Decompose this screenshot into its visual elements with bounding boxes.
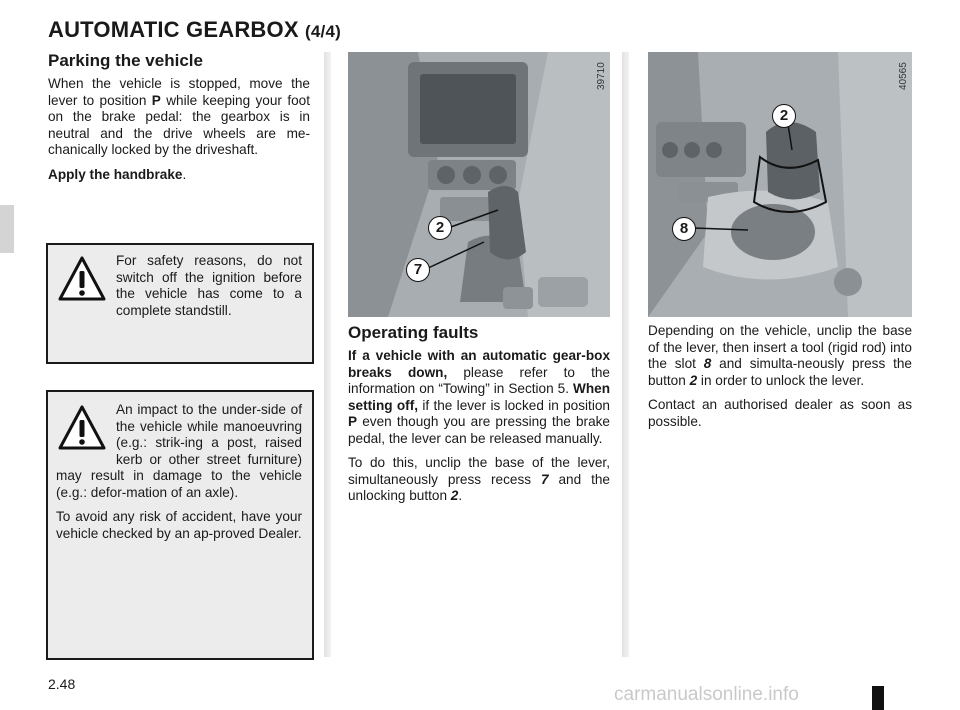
- parking-paragraph-1: When the vehicle is stopped, move the lever to position P while keeping your foot on the brake pedal: the gearbox is in neutral and the drive wheels are me-chanically locked by the driveshaft.: [48, 76, 310, 157]
- warning-text-ignition: For safety reasons, do not switch off the ignition before the vehicle has come to a complete standstill.: [116, 253, 302, 318]
- page-title-part: (4/4): [305, 22, 341, 41]
- figure-code: 40565: [898, 62, 909, 90]
- faults-heading: Operating faults: [348, 323, 479, 342]
- faults-paragraph-1: If a vehicle with an automatic gear-box breaks down, please refer to the information on “Towing” in Section 5. When setting off, if the lever is locked in position P even though you are pressing the brake pedal, the lever can be released manually.: [348, 348, 610, 446]
- warning-box-ignition: [46, 243, 314, 364]
- unlock-paragraph-2: Contact an authorised dealer as soon as possible.: [648, 397, 912, 429]
- parking-heading: Parking the vehicle: [48, 51, 203, 70]
- faults-paragraph-2: To do this, unclip the base of the lever, simultaneously press recess 7 and the unlocking button 2.: [348, 455, 610, 503]
- watermark: carmanualsonline.info: [614, 684, 799, 705]
- page-title: [48, 17, 341, 43]
- gear-lever-illustration: [648, 52, 912, 317]
- gear-lever-photo-2: [648, 52, 912, 317]
- callout-2: 2: [428, 216, 452, 240]
- callout-8: 8: [672, 217, 696, 241]
- page-title-main: AUTOMATIC GEARBOX: [48, 17, 299, 42]
- column-divider: [622, 52, 629, 657]
- callout-2: 2: [772, 104, 796, 128]
- unlock-paragraph-1: Depending on the vehicle, unclip the base of the lever, then insert a tool (rigid rod) into the slot 8 and simulta-neously press the button 2 in order to unlock the lever.: [648, 323, 912, 388]
- unlock-text: [648, 323, 912, 438]
- warning-box-impact: [46, 390, 314, 660]
- gear-lever-photo-1: [348, 52, 610, 317]
- figure-code: 39710: [596, 62, 607, 90]
- callout-7: 7: [406, 258, 430, 282]
- parking-text: [48, 76, 310, 191]
- chapter-tab: [0, 205, 14, 253]
- column-divider: [324, 52, 331, 657]
- warning-triangle-icon: [58, 255, 106, 303]
- faults-text: [348, 348, 610, 513]
- page-number: 2.48: [48, 676, 76, 692]
- gear-lever-illustration: [348, 52, 610, 317]
- warning-impact-paragraph-2: To avoid any risk of accident, have your vehicle checked by an ap-proved Dealer.: [56, 509, 302, 541]
- corner-mark: [872, 686, 884, 710]
- warning-impact-paragraph-1: An impact to the under-side of the vehicle while manoeuvring (e.g.: strik-ing a post, raised kerb or other street furniture) may result in damage to the vehicle (e.g.: defor-mation of an axle).: [56, 402, 302, 500]
- warning-text-impact: [56, 402, 302, 550]
- parking-paragraph-2: Apply the handbrake.: [48, 166, 187, 182]
